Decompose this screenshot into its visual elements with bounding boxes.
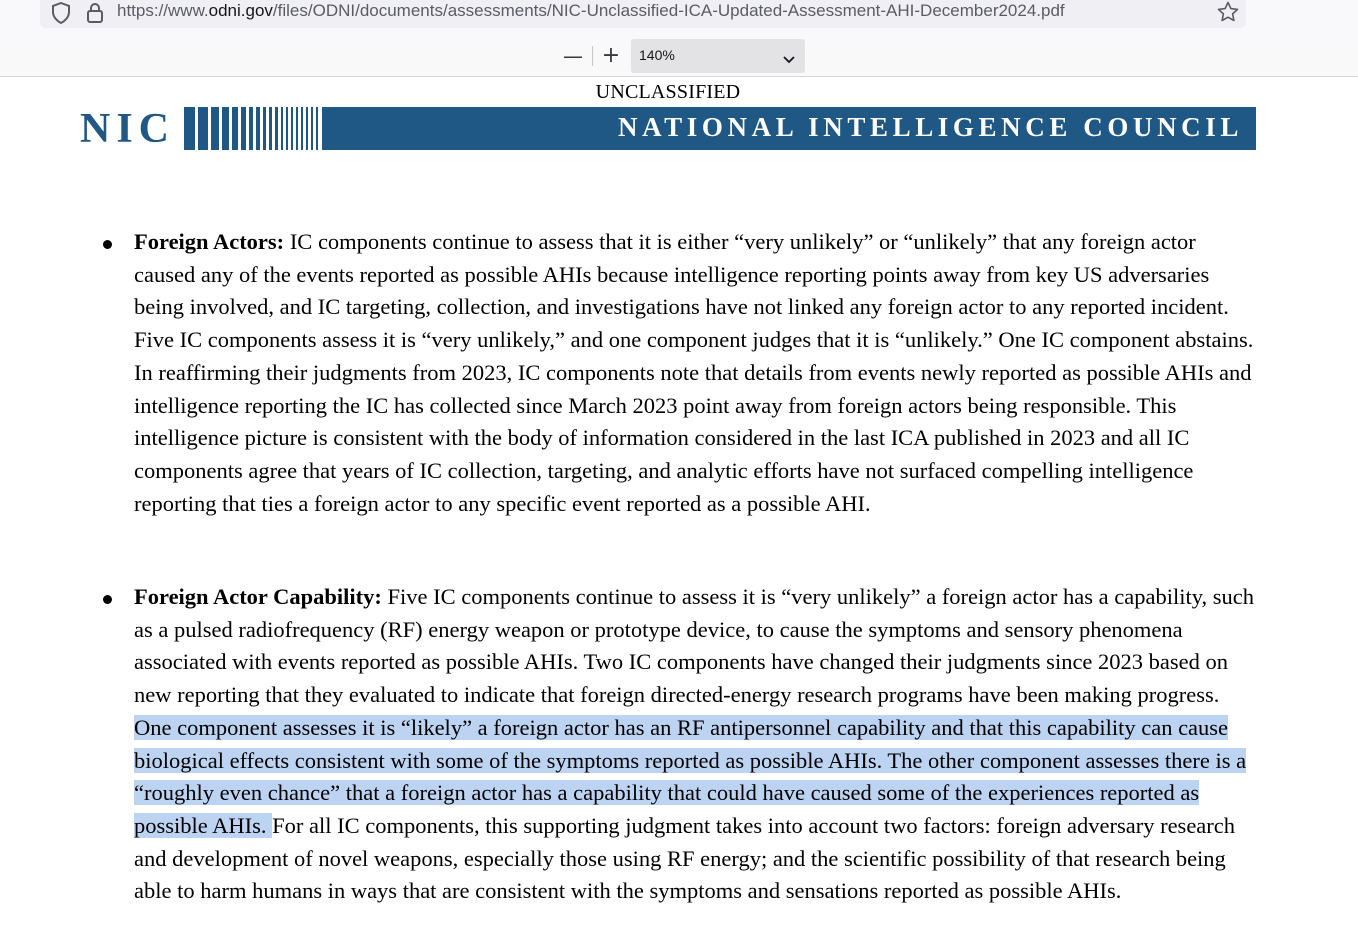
- bullet-lead: Foreign Actor Capability:: [134, 584, 382, 609]
- url-prefix: https://www.: [117, 1, 209, 20]
- bullet-foreign-actors: [134, 226, 1260, 520]
- lock-icon[interactable]: [86, 2, 104, 29]
- bullet-foreign-actor-capability: [134, 581, 1260, 908]
- bullet-text: Five IC components continue to assess it is “very unlikely” a foreign actor has a capability, such as a pulsed radiofrequency (RF) energy weapon or prototype device, to cause the symptoms and sensory phenomena associated with events reported as possible AHIs. Two IC components have changed their judgments since 2023 based on new reporting that they evaluated to indicate that foreign directed-energy research programs have been making progress.: [134, 584, 1254, 708]
- zoom-in-button[interactable]: +: [601, 43, 621, 68]
- nic-logo: NIC: [80, 106, 176, 152]
- selected-text-highlight[interactable]: One component assesses it is “likely” a foreign actor has an RF antipersonnel capability and that this capability can cause biological effects consistent with some of the symptoms reported as possible AHIs. The other component assesses there is a “roughly even chance” that a foreign actor has a capability that could have caused some of the experiences reported as possible AHIs.: [134, 714, 1247, 838]
- pdf-toolbar: [0, 36, 1358, 77]
- browser-address-bar-area: [0, 0, 1358, 37]
- url-text[interactable]: [117, 1, 1065, 21]
- zoom-out-button[interactable]: —: [563, 44, 583, 68]
- url-path: /files/ODNI/documents/assessments/NIC-Unclassified-ICA-Updated-Assessment-AHI-December2024.pdf: [272, 1, 1065, 20]
- classification-marking: UNCLASSIFIED: [595, 81, 741, 103]
- nic-logo-bars: [184, 107, 322, 150]
- chevron-down-icon: [783, 51, 795, 69]
- zoom-value: 140%: [639, 47, 675, 63]
- nic-banner: [322, 107, 1256, 150]
- url-domain: odni.gov: [208, 1, 273, 20]
- bullet-marker: [103, 595, 112, 604]
- banner-title: NATIONAL INTELLIGENCE COUNCIL: [617, 112, 1243, 142]
- bullet-lead: Foreign Actors:: [134, 229, 285, 254]
- zoom-select[interactable]: [631, 39, 805, 73]
- bullet-text: For all IC components, this supporting judgment takes into account two factors: foreign adversary research and development of novel weapons, especially those using RF energy; and the scientific possibility of that research being able to harm humans in ways that are consistent with the symptoms and sensations reported as possible AHIs.: [134, 812, 1236, 904]
- toolbar-separator: [592, 46, 593, 66]
- bookmark-star-icon[interactable]: [1216, 0, 1240, 29]
- bullet-text: IC components continue to assess that it is either “very unlikely” or “unlikely” that any foreign actor caused any of the events reported as possible AHIs because intelligence reporting points away from key US adversaries being involved, and IC targeting, collection, and investigations have not linked any foreign actor to any reported incident. Five IC components assess it is “very unlikely,” and one component judges that it is “unlikely.” One IC component abstains. In reaffirming their judgments from 2023, IC components note that details from events newly reported as possible AHIs and intelligence reporting the IC has collected since March 2023 point away from foreign actors being responsible. This intelligence picture is consistent with the body of information considered in the last ICA published in 2023 and all IC components agree that years of IC collection, targeting, and analytic efforts have not surfaced compelling intelligence reporting that ties a foreign actor to any specific event reported as a possible AHI.: [134, 229, 1254, 516]
- bullet-marker: [103, 240, 112, 249]
- tracking-protection-shield-icon[interactable]: [51, 2, 71, 29]
